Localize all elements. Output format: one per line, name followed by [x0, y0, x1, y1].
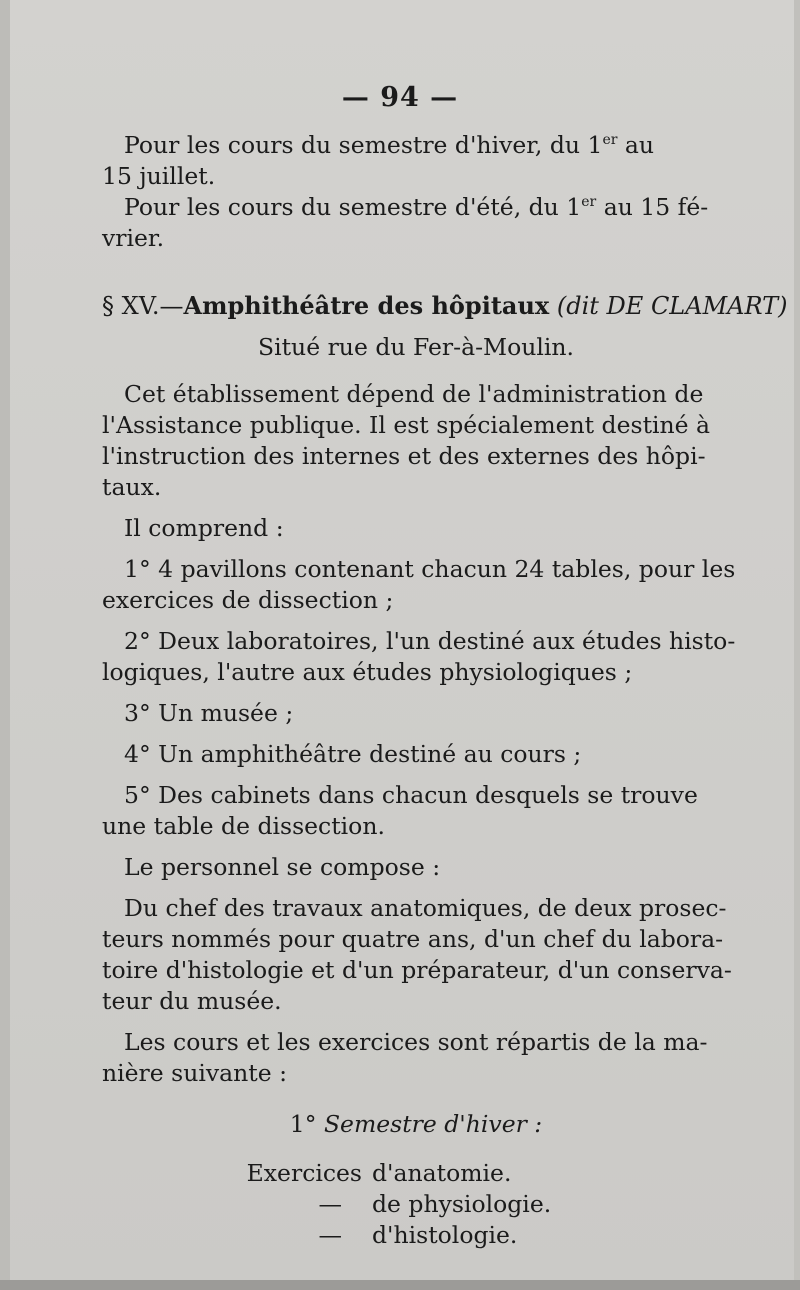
facility-item-4: 4° Un amphithéâtre destiné au cours ; [124, 740, 582, 768]
page-text [102, 130, 788, 1251]
registration-line-2: 15 juillet. [102, 162, 216, 190]
page-edge-left [0, 0, 10, 1290]
exercices-row-1: Exercices d'anatomie. [246, 1159, 512, 1187]
semestre-label: Semestre d'hiver : [323, 1110, 543, 1138]
section-location: Situé rue du Fer-à-Moulin. [258, 333, 574, 361]
page-edge-right [794, 0, 800, 1290]
comprend-line: Il comprend : [124, 514, 284, 542]
cours-intro: Les cours et les exercices sont répartis de la ma- nière suivante : [102, 1028, 708, 1087]
facility-item-1: 1° 4 pavillons contenant chacun 24 tables, pour les exercices de dissection ; [102, 555, 736, 614]
section-title: Amphithéâtre des hôpitaux [183, 291, 550, 320]
page-edge-bottom [0, 1280, 800, 1290]
facility-item-2: 2° Deux laboratoires, l'un destiné aux études histo- logiques, l'autre aux études physiologiques ; [102, 627, 736, 686]
registration-line-1: Pour les cours du semestre d'hiver, du 1er au [124, 131, 655, 159]
page-number: — 94 — [341, 82, 459, 113]
registration-line-3: Pour les cours du semestre d'été, du 1er au 15 fé- [124, 193, 709, 221]
exercices-list [102, 1158, 730, 1251]
facility-item-3: 3° Un musée ; [124, 699, 294, 727]
registration-line-4: vrier. [102, 224, 165, 252]
section-note: (dit DE CLAMART) [556, 292, 788, 320]
personnel-intro: Le personnel se compose : [124, 853, 441, 881]
exercices-row-2: — de physiologie. [318, 1190, 552, 1218]
section-heading [102, 290, 788, 322]
personnel-paragraph: Du chef des travaux anatomiques, de deux prosec- teurs nommés pour quatre ans, d'un chef du labora- toire d'histologie et d'un préparateur, d'un conserva- teur du musée. [102, 894, 732, 1015]
section-number: § XV.— [102, 292, 184, 320]
description-paragraph: Cet établissement dépend de l'administration de l'Assistance publique. Il est spécialement destiné à l'instruction des internes et des externes des hôpi- taux. [102, 380, 711, 501]
semestre-number: 1° [289, 1110, 317, 1138]
semestre-heading [102, 1109, 730, 1140]
facility-item-5: 5° Des cabinets dans chacun desquels se trouve une table de dissection. [102, 781, 698, 840]
exercices-row-3: — d'histologie. [318, 1221, 518, 1249]
